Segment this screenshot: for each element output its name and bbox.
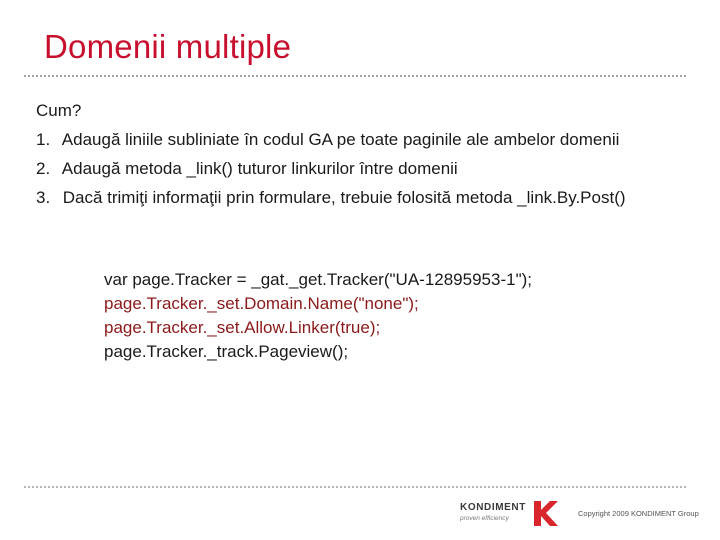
title-divider <box>24 75 686 77</box>
step-number: 3. <box>36 188 51 207</box>
intro-question: Cum? <box>36 101 82 120</box>
step-text: Dacă trimiţi informaţii prin formulare, trebuie folosită metoda _link.By.Post() <box>62 188 626 207</box>
step-text: Adaugă metoda _link() tuturor linkurilor între domenii <box>61 159 458 178</box>
footer-divider <box>24 486 686 488</box>
code-block <box>104 268 532 364</box>
step-item <box>36 125 626 154</box>
code-line-highlighted: page.Tracker._set.Domain.Name("none"); <box>104 294 419 313</box>
logo-tagline: proven efficiency <box>460 515 509 522</box>
step-number: 2. <box>36 159 51 178</box>
code-line: var page.Tracker = _gat._get.Tracker("UA-12895953-1"); <box>104 270 532 289</box>
code-line: page.Tracker._track.Pageview(); <box>104 342 349 361</box>
slide-title: Domenii multiple <box>44 28 292 65</box>
logo-wordmark: KONDIMENT <box>460 502 526 513</box>
step-number: 1. <box>36 130 51 149</box>
step-item <box>36 183 626 212</box>
k-logo-icon <box>532 498 560 528</box>
copyright-text: Copyright 2009 KONDIMENT Group <box>578 509 699 518</box>
step-item <box>36 154 626 183</box>
intro-block <box>36 96 626 212</box>
step-text: Adaugă liniile subliniate în codul GA pe toate paginile ale ambelor domenii <box>61 130 620 149</box>
code-line-highlighted: page.Tracker._set.Allow.Linker(true); <box>104 318 381 337</box>
kondiment-logo <box>460 498 560 530</box>
